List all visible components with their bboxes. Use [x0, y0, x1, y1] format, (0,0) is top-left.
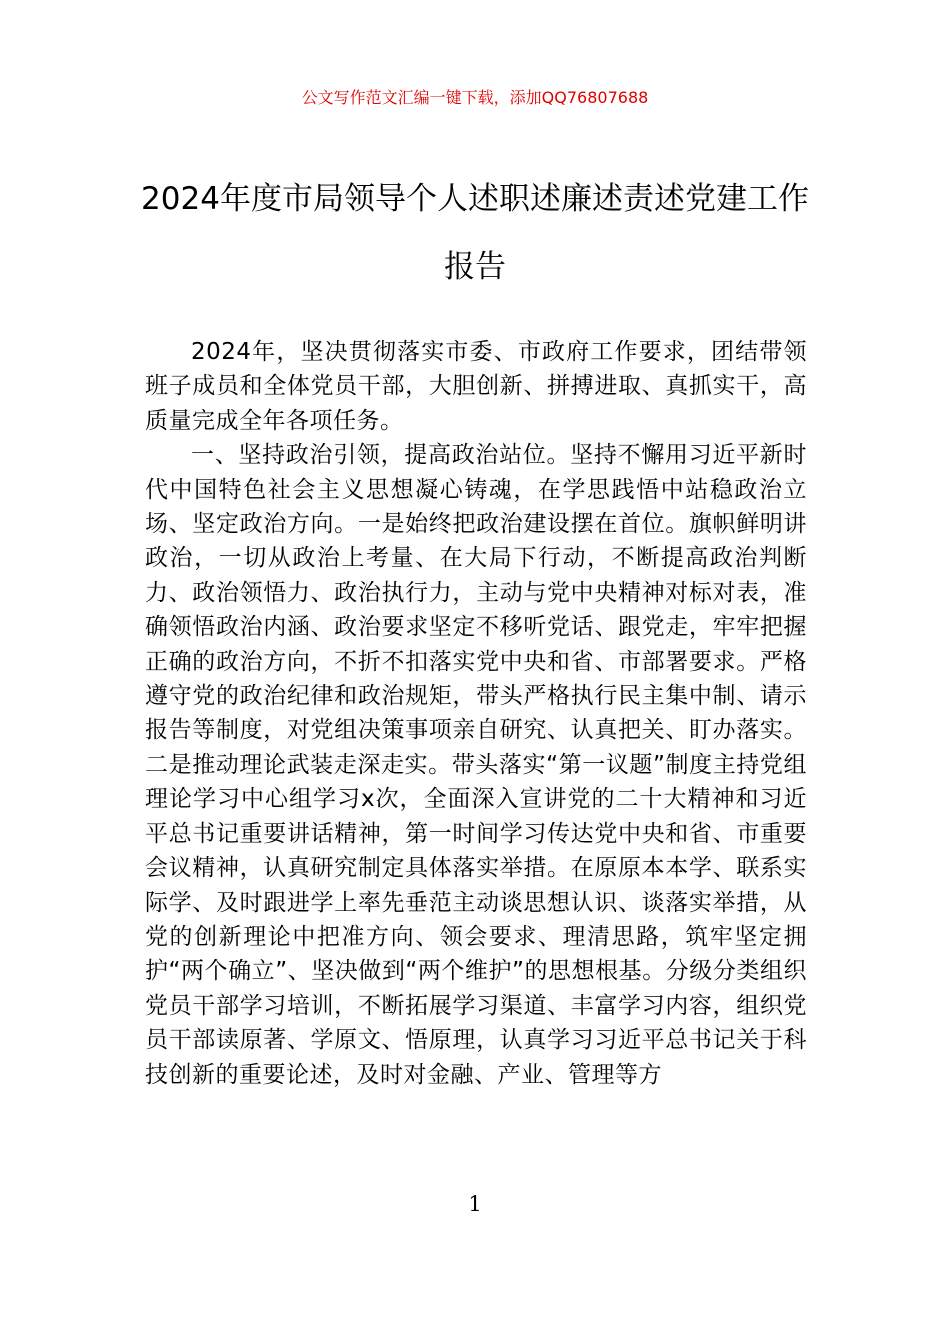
- document-body: [145, 335, 807, 1092]
- document-title: 2024年度市局领导个人述职述廉述责述党建工作报告: [141, 181, 809, 285]
- intro-paragraph: 2024年，坚决贯彻落实市委、市政府工作要求，团结带领班子成员和全体党员干部，大胆创新、拼搏进取、真抓实干，高质量完成全年各项任务。: [145, 339, 807, 434]
- download-banner: 公文写作范文汇编一键下载，添加QQ76807688: [301, 88, 649, 107]
- section-one-paragraph: 一、坚持政治引领，提高政治站位。坚持不懈用习近平新时代中国特色社会主义思想凝心铸魂，在学思践悟中站稳政治立场、坚定政治方向。一是始终把政治建设摆在首位。旗帜鲜明讲政治，一切从政治上考量、在大局下行动，不断提高政治判断力、政治领悟力、政治执行力，主动与党中央精神对标对表，准确领悟政治内涵、政治要求坚定不移听党话、跟党走，牢牢把握正确的政治方向，不折不扣落实党中央和省、市部署要求。严格遵守党的政治纪律和政治规矩，带头严格执行民主集中制、请示报告等制度，对党组决策事项亲自研究、认真把关、盯办落实。二是推动理论武装走深走实。带头落实“第一议题”制度主持党组理论学习中心组学习x次，全面深入宣讲党的二十大精神和习近平总书记重要讲话精神，第一时间学习传达党中央和省、市重要会议精神，认真研究制定具体落实举措。在原原本本学、联系实际学、及时跟进学上率先垂范主动谈思想认识、谈落实举措，从党的创新理论中把准方向、领会要求、理清思路，筑牢坚定拥护“两个确立”、坚决做到“两个维护”的思想根基。分级分类组织党员干部学习培训，不断拓展学习渠道、丰富学习内容，组织党员干部读原著、学原文、悟原理，认真学习习近平总书记关于科技创新的重要论述，及时对金融、产业、管理等方: [145, 442, 807, 1088]
- page-number: 1: [468, 1192, 482, 1216]
